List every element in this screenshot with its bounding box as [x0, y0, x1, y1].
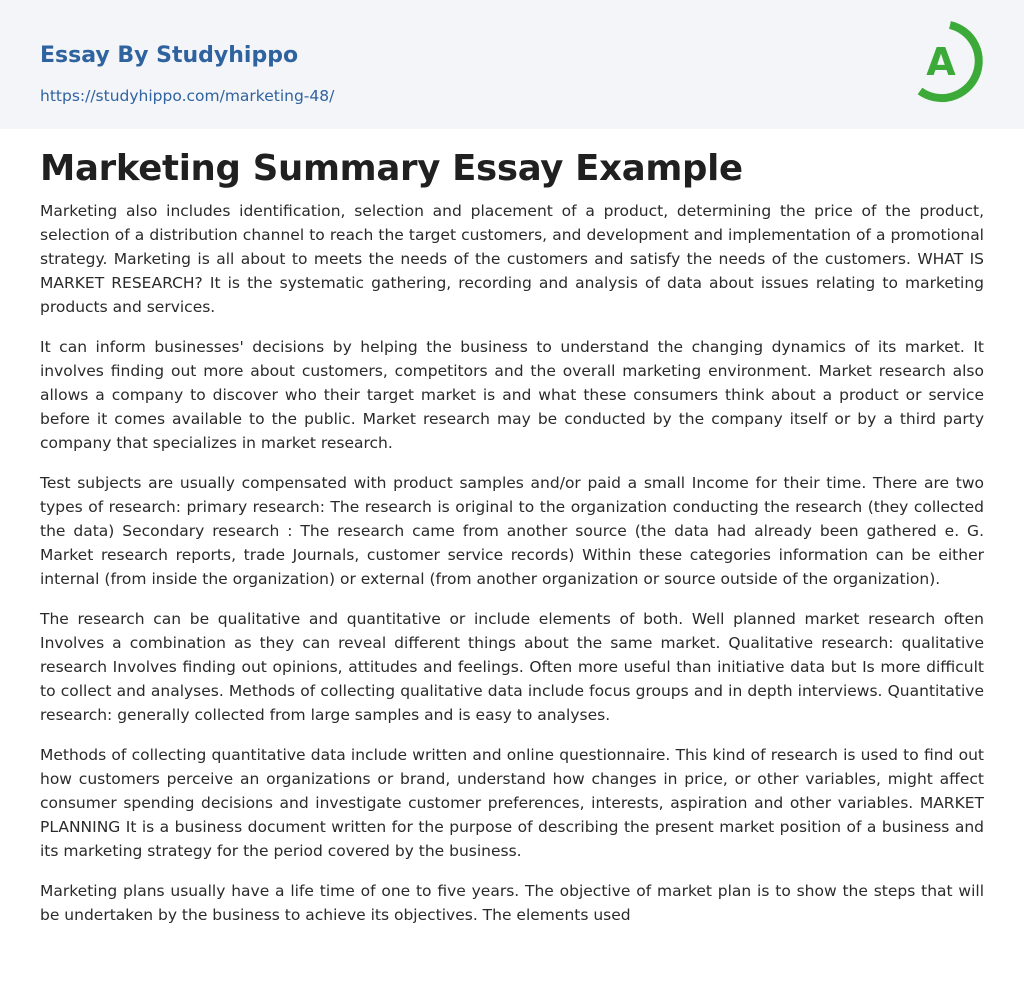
essay-paragraph: It can inform businesses' decisions by helping the business to understand the changing dynamics of its market. It involves finding out more about customers, competitors and the overall marketing environment. Market research also allows a company to discover who their target market is and what these consumers think about a product or service before it comes available to the public. Market research may be conducted by the company itself or by a third party company that specializes in market research. — [40, 338, 984, 452]
essay-paragraph: Test subjects are usually compensated with product samples and/or paid a small Income for their time. There are two types of research: primary research: The research is original to the organization conducting the research (they collected the data) Secondary research : The research came from another source (the data had already been gathered e. G. Market research reports, trade Journals, customer service records) Within these categories information can be either internal (from inside the organization) or external (from another organization or source outside of the organization). — [40, 474, 984, 588]
essay-article — [0, 129, 1024, 927]
logo-icon[interactable] — [914, 19, 986, 105]
essay-paragraph: Marketing plans usually have a life time of one to five years. The objective of market plan is to show the steps that will be undertaken by the business to achieve its objectives. The elements used — [40, 882, 984, 924]
essay-paragraph: Methods of collecting quantitative data include written and online questionnaire. This kind of research is used to find out how customers perceive an organizations or brand, understand how changes in price, or other variables, might affect consumer spending decisions and investigate customer preferences, interests, aspiration and other variables. MARKET PLANNING It is a business document written for the purpose of describing the present market position of a business and its marketing strategy for the period covered by the business. — [40, 746, 984, 860]
essay-paragraph: The research can be qualitative and quantitative or include elements of both. Well planned market research often Involves a combination as they can reveal different things about the same market. Qualitative research: qualitative research Involves finding out opinions, attitudes and feelings. Often more useful than initiative data but Is more difficult to collect and analyses. Methods of collecting qualitative data include focus groups and in depth interviews. Quantitative research: generally collected from large samples and is easy to analyses. — [40, 610, 984, 724]
site-header — [0, 0, 1024, 129]
essay-paragraph: Marketing also includes identification, selection and placement of a product, determining the price of the product, selection of a distribution channel to reach the target customers, and development and implementation of a promotional strategy. Marketing is all about to meets the needs of the customers and satisfy the needs of the customers. WHAT IS MARKET RESEARCH? It is the systematic gathering, recording and analysis of data about issues relating to marketing products and services. — [40, 202, 984, 316]
essay-url-link[interactable]: https://studyhippo.com/marketing-48/ — [40, 87, 335, 105]
logo-letter: A — [926, 40, 956, 84]
page-title: Marketing Summary Essay Example — [40, 148, 743, 189]
brand-name[interactable]: Essay By Studyhippo — [40, 43, 299, 68]
